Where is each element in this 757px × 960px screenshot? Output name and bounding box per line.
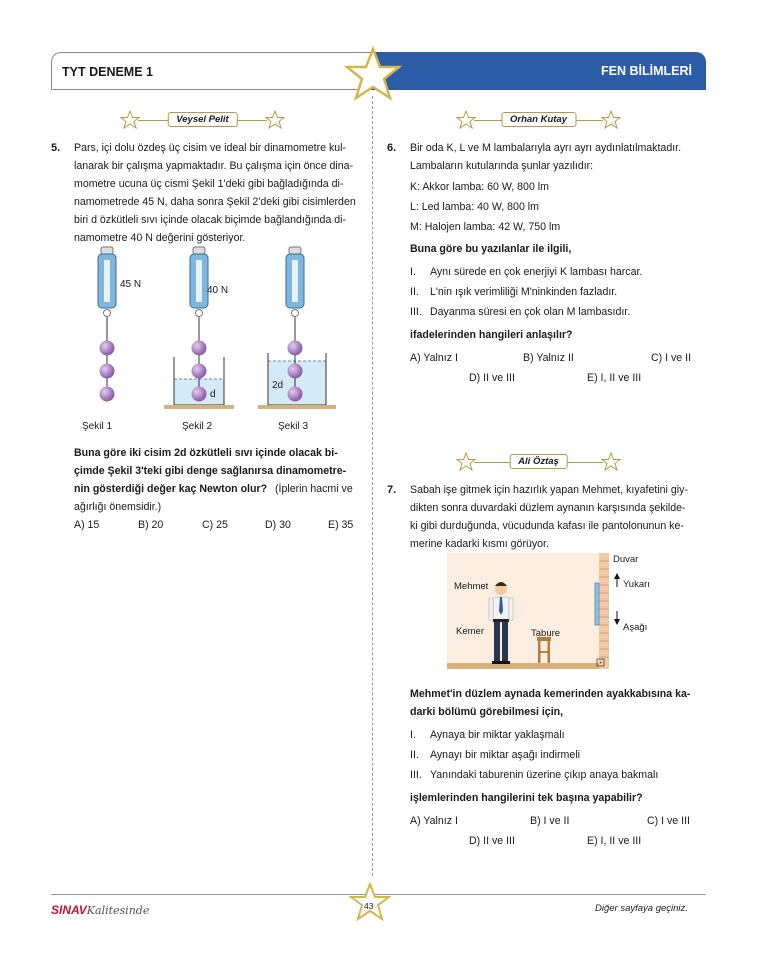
header-right: [370, 52, 706, 90]
star-icon: [343, 46, 403, 102]
choice[interactable]: A) 15: [74, 519, 100, 531]
choice[interactable]: C) I ve II: [651, 352, 692, 364]
choice[interactable]: C) I ve III: [647, 815, 690, 827]
statement-num: II.: [410, 749, 419, 761]
q7-line: merine kadarki kısmı görüyor.: [410, 538, 549, 550]
statement-num: I.: [410, 729, 416, 741]
fig-label-up: Yukarı: [623, 579, 650, 590]
star-icon: [120, 110, 140, 130]
choice[interactable]: A) Yalnız I: [410, 815, 458, 827]
q6-line: Bir oda K, L ve M lambalarıyla ayrı ayrı aydınlatılmaktadır.: [410, 142, 682, 154]
q7-line: ki gibi durduğunda, vücudunda kafası ile pantolonunun ke-: [410, 520, 684, 532]
dynamometer-2: [164, 247, 234, 409]
choice[interactable]: B) Yalnız II: [523, 352, 574, 364]
up-arrow-icon: [614, 573, 620, 587]
statement-text: L'nin ışık verimliliği M'ninkinden fazladır.: [430, 286, 618, 298]
mirror: [595, 583, 599, 625]
star-icon: [601, 110, 621, 130]
q5-line: namometre 40 N değerini gösteriyor.: [74, 232, 246, 244]
choice[interactable]: E) I, II ve III: [587, 372, 642, 384]
fig-label-person: Mehmet: [454, 581, 489, 592]
statement-num: III.: [410, 769, 422, 781]
liquid-label: 2d: [272, 380, 284, 391]
author-badge: [456, 452, 621, 472]
statement-num: II.: [410, 286, 419, 298]
statement-num: I.: [410, 266, 416, 278]
q7-question: Mehmet'in düzlem aynada kemerinden ayakkabısına ka-: [410, 688, 691, 700]
author-name: Veysel Pelit: [167, 112, 237, 127]
author-name: Orhan Kutay: [501, 112, 576, 127]
lamp-spec: M: Halojen lamba: 42 W, 750 lm: [410, 221, 561, 233]
statement-text: Dayanma süresi en çok olan M lambasıdır.: [430, 306, 631, 318]
choice[interactable]: A) Yalnız I: [410, 352, 458, 364]
question-number: 6.: [387, 142, 397, 154]
figure-caption: Şekil 3: [278, 421, 309, 432]
q5-note: ağırlığı önemsidir.): [74, 501, 162, 513]
statement-text: Aynayı bir miktar aşağı indirmeli: [430, 749, 580, 761]
fig-label-down: Aşağı: [623, 622, 648, 633]
choice[interactable]: D) 30: [265, 519, 291, 531]
fig-label-wall: Duvar: [613, 554, 639, 565]
star-icon: [456, 452, 476, 472]
author-badge: [120, 110, 285, 130]
statement-num: III.: [410, 306, 422, 318]
fig-label-stool: Tabure: [531, 628, 561, 639]
q5-line: Pars, içi dolu özdeş üç cisim ve ideal bir dinamometre kul-: [74, 142, 347, 154]
statement-text: Aynaya bir miktar yaklaşmalı: [430, 729, 565, 741]
dynamometer-3: [258, 247, 336, 409]
reading-label: 40 N: [207, 285, 229, 296]
down-arrow-icon: [614, 611, 620, 625]
question-number: 7.: [387, 484, 397, 496]
subject-title: FEN BİLİMLERİ: [601, 64, 692, 78]
choice[interactable]: B) 20: [138, 519, 164, 531]
author-badge: [456, 110, 621, 130]
q5-line: lanarak bir çalışma yapmaktadır. Bu çalışma için önce dina-: [74, 160, 354, 172]
q6-question: Buna göre bu yazılanlar ile ilgili,: [410, 243, 572, 255]
lamp-spec: L: Led lamba: 40 W, 800 lm: [410, 201, 539, 213]
question-number: 5.: [51, 142, 61, 154]
brand-logo: [51, 903, 149, 917]
page-number: 43: [364, 901, 374, 911]
wall: [599, 553, 609, 669]
q5-question: çimde Şekil 3'teki gibi denge sağlanırsa dinamometre-: [74, 465, 347, 477]
mirror-figure: [447, 553, 647, 673]
choice[interactable]: B) I ve II: [530, 815, 570, 827]
figure-caption: Şekil 2: [182, 421, 213, 432]
figure-caption: Şekil 1: [82, 421, 113, 432]
q5-question: Buna göre iki cisim 2d özkütleli sıvı içinde olacak bi-: [74, 447, 338, 459]
q5-note: (İplerin hacmi ve: [275, 483, 353, 495]
statement-text: Yanındaki taburenin üzerine çıkıp anaya bakmalı: [430, 769, 659, 781]
choice[interactable]: E) 35: [328, 519, 354, 531]
reading-label: 45 N: [120, 279, 142, 290]
statement-text: Aynı sürede en çok enerjiyi K lambası harcar.: [430, 266, 643, 278]
q5-line: namometrede 45 N, daha sonra Şekil 2'deki gibi cisimlerden: [74, 196, 356, 208]
q7-ask: işlemlerinden hangilerini tek başına yapabilir?: [410, 792, 643, 804]
lamp-spec: K: Akkor lamba: 60 W, 800 lm: [410, 181, 549, 193]
liquid-label: d: [210, 389, 216, 400]
author-name: Ali Öztaş: [509, 454, 568, 469]
brand-name: SINAV: [51, 903, 87, 917]
brand-suffix: Kalitesinde: [86, 904, 150, 917]
q7-line: dikten sonra duvardaki düzlem aynanın karşısında şekilde-: [410, 502, 686, 514]
q7-question: darki bölümü görebilmesi için,: [410, 706, 564, 718]
exam-title: TYT DENEME 1: [62, 65, 153, 79]
choice[interactable]: E) I, II ve III: [587, 835, 642, 847]
dynamometer-figure: [74, 245, 364, 415]
star-icon: [265, 110, 285, 130]
choice[interactable]: D) II ve III: [469, 835, 515, 847]
column-divider: [372, 96, 373, 876]
q7-line: Sabah işe gitmek için hazırlık yapan Mehmet, kıyafetini giy-: [410, 484, 688, 496]
q6-line: Lambaların kutularında şunlar yazılıdır:: [410, 160, 594, 172]
choice[interactable]: C) 25: [202, 519, 228, 531]
star-icon: [601, 452, 621, 472]
star-icon: [456, 110, 476, 130]
next-page-note: Diğer sayfaya geçiniz.: [595, 903, 688, 914]
header-left: [51, 52, 386, 90]
choice[interactable]: D) II ve III: [469, 372, 515, 384]
q5-line: biri d özkütleli sıvı içinde olacak biçimde bağlandığında di-: [74, 214, 347, 226]
dynamometer-1: [98, 247, 116, 402]
q5-question: nin gösterdiği değer kaç Newton olur?: [74, 483, 268, 495]
q5-line: mometre ucuna üç cismi Şekil 1'deki gibi bağladığında di-: [74, 178, 344, 190]
fig-label-belt: Kemer: [456, 626, 484, 637]
q6-ask: ifadelerinden hangileri anlaşılır?: [410, 329, 573, 341]
